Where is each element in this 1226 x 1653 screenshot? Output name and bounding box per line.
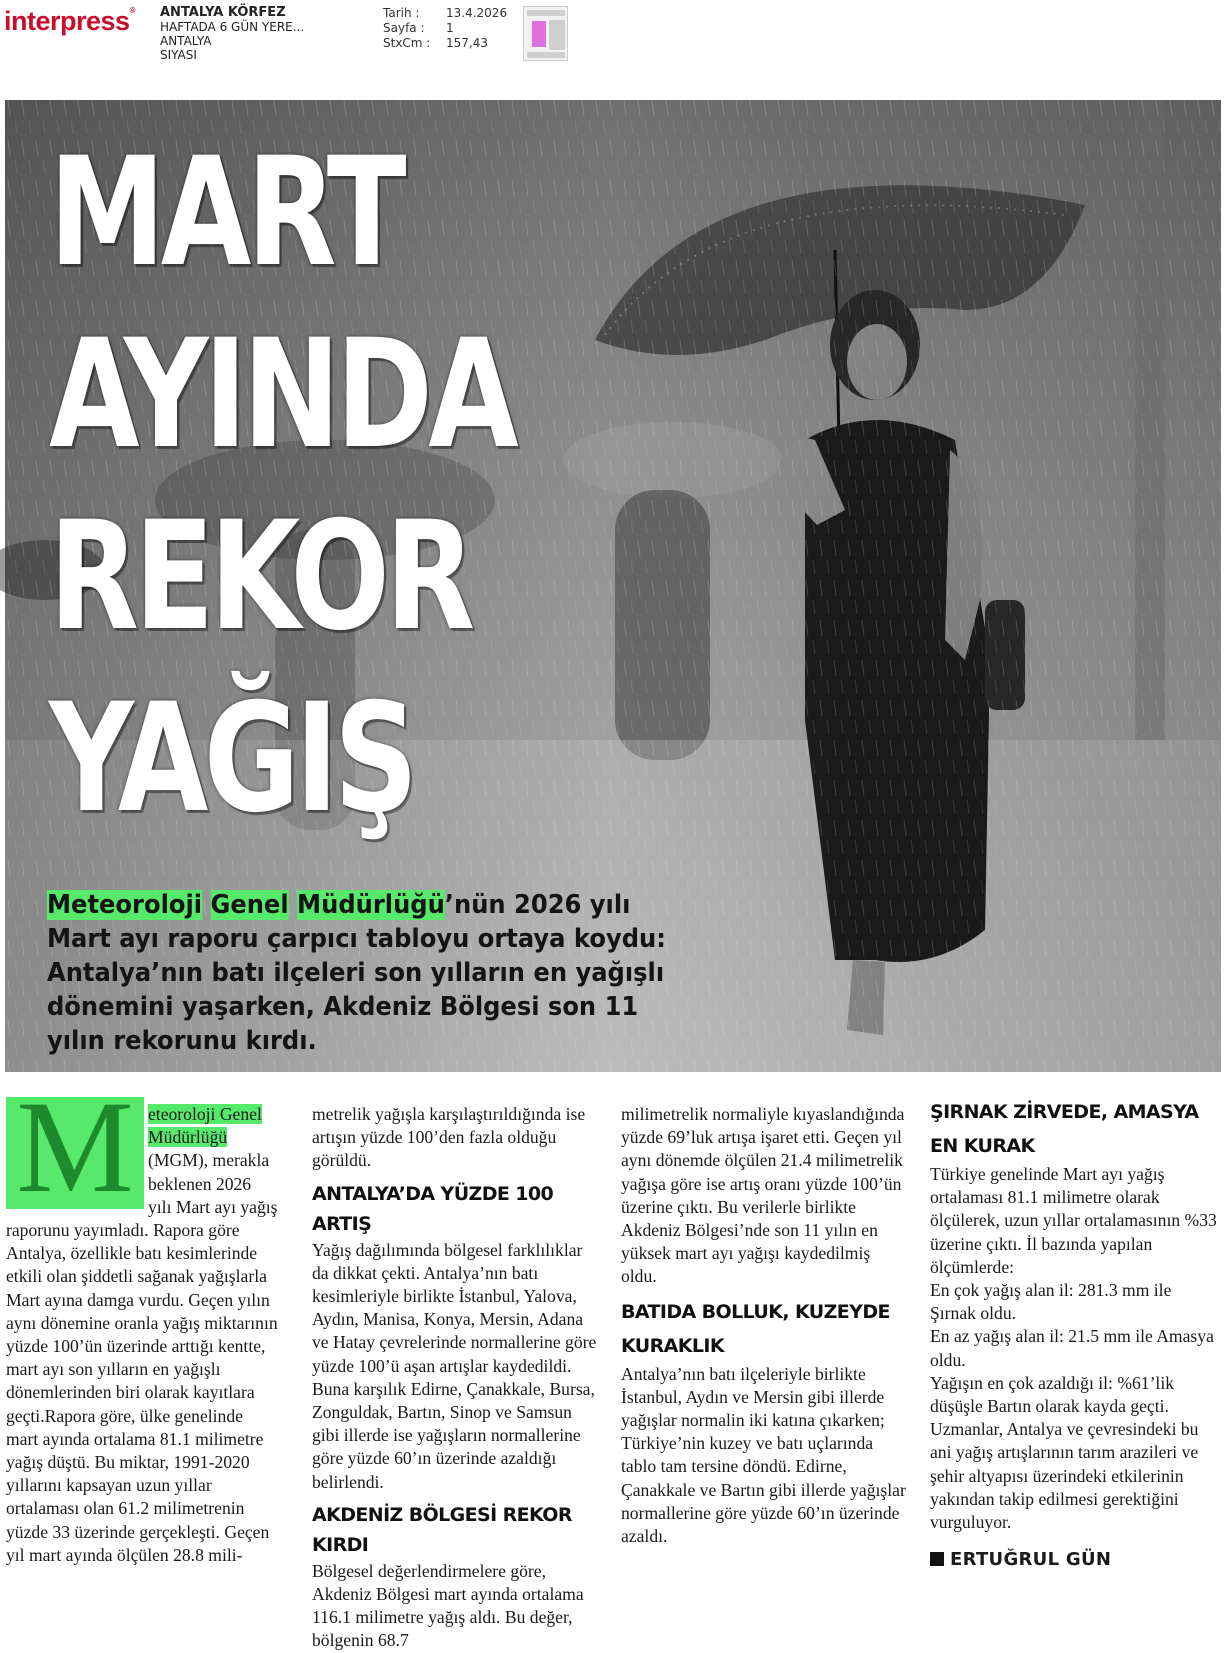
column-2-paragraph-1: metrelik yağışla karşılaştırıldığında ise artışın yüzde 100’den fazla olduğu görüldü. [312,1104,586,1171]
lead-highlight-2: Genel [210,890,289,920]
publication-name: ANTALYA KÖRFEZ [160,5,286,20]
column-4-paragraph-3: En az yağış alan il: 21.5 mm ile Amasya oldu. [930,1326,1214,1370]
column-2-paragraph-2: Yağış dağılımında bölgesel farklılıklar da dikkat çekti. Antalya’nın batı kesimleriyle birlikte İstanbul, Yalova, Aydın, Manisa, Konya, Mersin, Adana ve Hatay çevrelerinde normallerine göre yüzde 100’ü aşan artışlar kaydedildi. Buna karşılık Edirne, Çanakkale, Bursa, Zonguldak, Bartın, Sinop ve Samsun gibi illerde ise yağışların normallerine göre yüzde 60’ın üzerinde azaldığı belirlendi. [312,1239,597,1492]
headline-line-2: AYINDA [49,308,515,482]
column-1-highlight: eteoroloji Genel Müdürlüğü [148,1104,262,1148]
publication-frequency: HAFTADA 6 GÜN YERE... [160,20,305,34]
date-label: Tarih : [383,6,420,20]
headline-line-4: YAĞIŞ [49,672,414,846]
column-1-text: (MGM), merakla beklenen 2026 yılı Mart ayı yağış raporunu yayımladı. Rapora göre Antalya, özellikle batı kesimlerinde etkili olan şiddetli sağanak yağışlarla Mart ayına damga vurdu. Geçen yılın aynı dönemine oranla yağış miktarının yüzde 100’ün üzerinde arttığı kentte, mart ayı son yılların en yağışlı dönemlerinden biri olarak kayıtlara geçti.Rapora göre, ülke genelinde mart ayında ortalama 81.1 milimetre yağış düştü. Bu miktar, 1991-2020 yıllarını kapsayan uzun yıllar ortalaması olan 61.2 milimetrenin yüzde 33 üzerinde gerçekleşti. Geçen yıl mart ayında ölçülen 28.8 mili- [6,1150,278,1565]
subhead-antalya: ANTALYA’DA YÜZDE 100 ARTIŞ [312,1182,554,1235]
byline [930,1548,1218,1571]
article-column-1 [6,1073,278,1567]
column-4-paragraph-2: En çok yağış alan il: 281.3 mm ile Şırnak oldu. [930,1280,1172,1324]
article-column-2 [312,1103,598,1653]
column-4-paragraph-5: Uzmanlar, Antalya ve çevresindeki bu ani yağış artışlarının tarım arazileri ve şehir altyapısı üzerindeki etkilerinin yakından takip edilmesi gerektiğini vurguluyor. [930,1419,1199,1533]
article-column-4 [930,1103,1218,1571]
publication-info [160,6,304,62]
lead-paragraph [47,888,698,1058]
size-value: 157,43 [446,36,488,50]
headline-line-3: REKOR [49,490,471,664]
clipping-header [0,0,1226,80]
column-2-paragraph-3: Bölgesel değerlendirmelere göre, Akdeniz Bölgesi mart ayında ortalama 116.1 milimetre yağış aldı. Bu değer, bölgenin 68.7 [312,1560,584,1651]
page-label: Sayfa : [383,21,425,35]
headline-line-1: MART [49,126,402,300]
meta-values [446,6,507,51]
byline-square-icon [930,1552,944,1566]
lead-text: ’nün 2026 yılı Mart ayı raporu çarpıcı tabloyu ortaya koydu: Antalya’nın batı ilçeleri son yılların en yağışlı dönemini yaşarken, Akdeniz Bölgesi son 11 yılın rekorunu kırdı. [47,890,666,1056]
column-4-paragraph-4: Yağışın en çok azaldığı il: %61’lik düşüşle Bartın olarak kayda geçti. [930,1372,1175,1417]
column-4-paragraph-1: Türkiye genelinde Mart ayı yağış ortalaması 81.1 milimetre olarak ölçülerek, uzun yıllar ortalamasının %33 üzerine çıktı. İl bazında yapılan ölçümlerde: [930,1164,1217,1277]
meta-labels [383,6,430,51]
interpress-logo: interpress® [4,6,135,36]
drop-cap: M [6,1097,144,1209]
headline [49,122,514,850]
column-3-paragraph-1: milimetrelik normaliyle kıyaslandığında yüzde 69’luk artışa işaret etti. Geçen yıl aynı dönemde ölçülen 21.4 milimetrelik yağışa göre ise artış oranı yüzde 100’ün üzerine çıktı. Bu verilerle birlikte Akdeniz Bölgesi’nde son 11 yılın en yüksek mart ayı yağışı kaydedilmiş oldu. [621,1104,905,1287]
publication-section: SIYASI [160,48,197,62]
subhead-batida-bolluk: BATIDA BOLLUK, KUZEYDE KURAKLIK [621,1300,890,1357]
lead-highlight-3: Müdürlüğü [297,890,445,920]
publication-city: ANTALYA [160,34,212,48]
article-column-3 [621,1103,906,1548]
column-3-paragraph-2: Antalya’nın batı ilçeleriyle birlikte İstanbul, Aydın ve Mersin gibi illerde yağışlar normalin iki katına çıkarken; Türkiye’nin kuzey ve batı uçlarında tablo tam tersine döndü. Edirne, Çanakkale ve Bartın gibi illerde yağışlar normallerine göre yüzde 60’ın üzerinde azaldı. [621,1363,906,1547]
date-value: 13.4.2026 [446,6,508,20]
byline-author: ERTUĞRUL GÜN [950,1549,1112,1571]
subhead-akdeniz: AKDENİZ BÖLGESİ REKOR KIRDI [312,1503,572,1556]
subhead-sirnak: ŞIRNAK ZİRVEDE, AMASYA EN KURAK [930,1101,1199,1157]
page-value: 1 [446,21,454,35]
hero-photo [5,100,1221,1072]
page-thumbnail[interactable] [523,6,568,61]
lead-highlight-1: Meteoroloji [47,890,203,920]
size-label: StxCm : [383,36,431,50]
